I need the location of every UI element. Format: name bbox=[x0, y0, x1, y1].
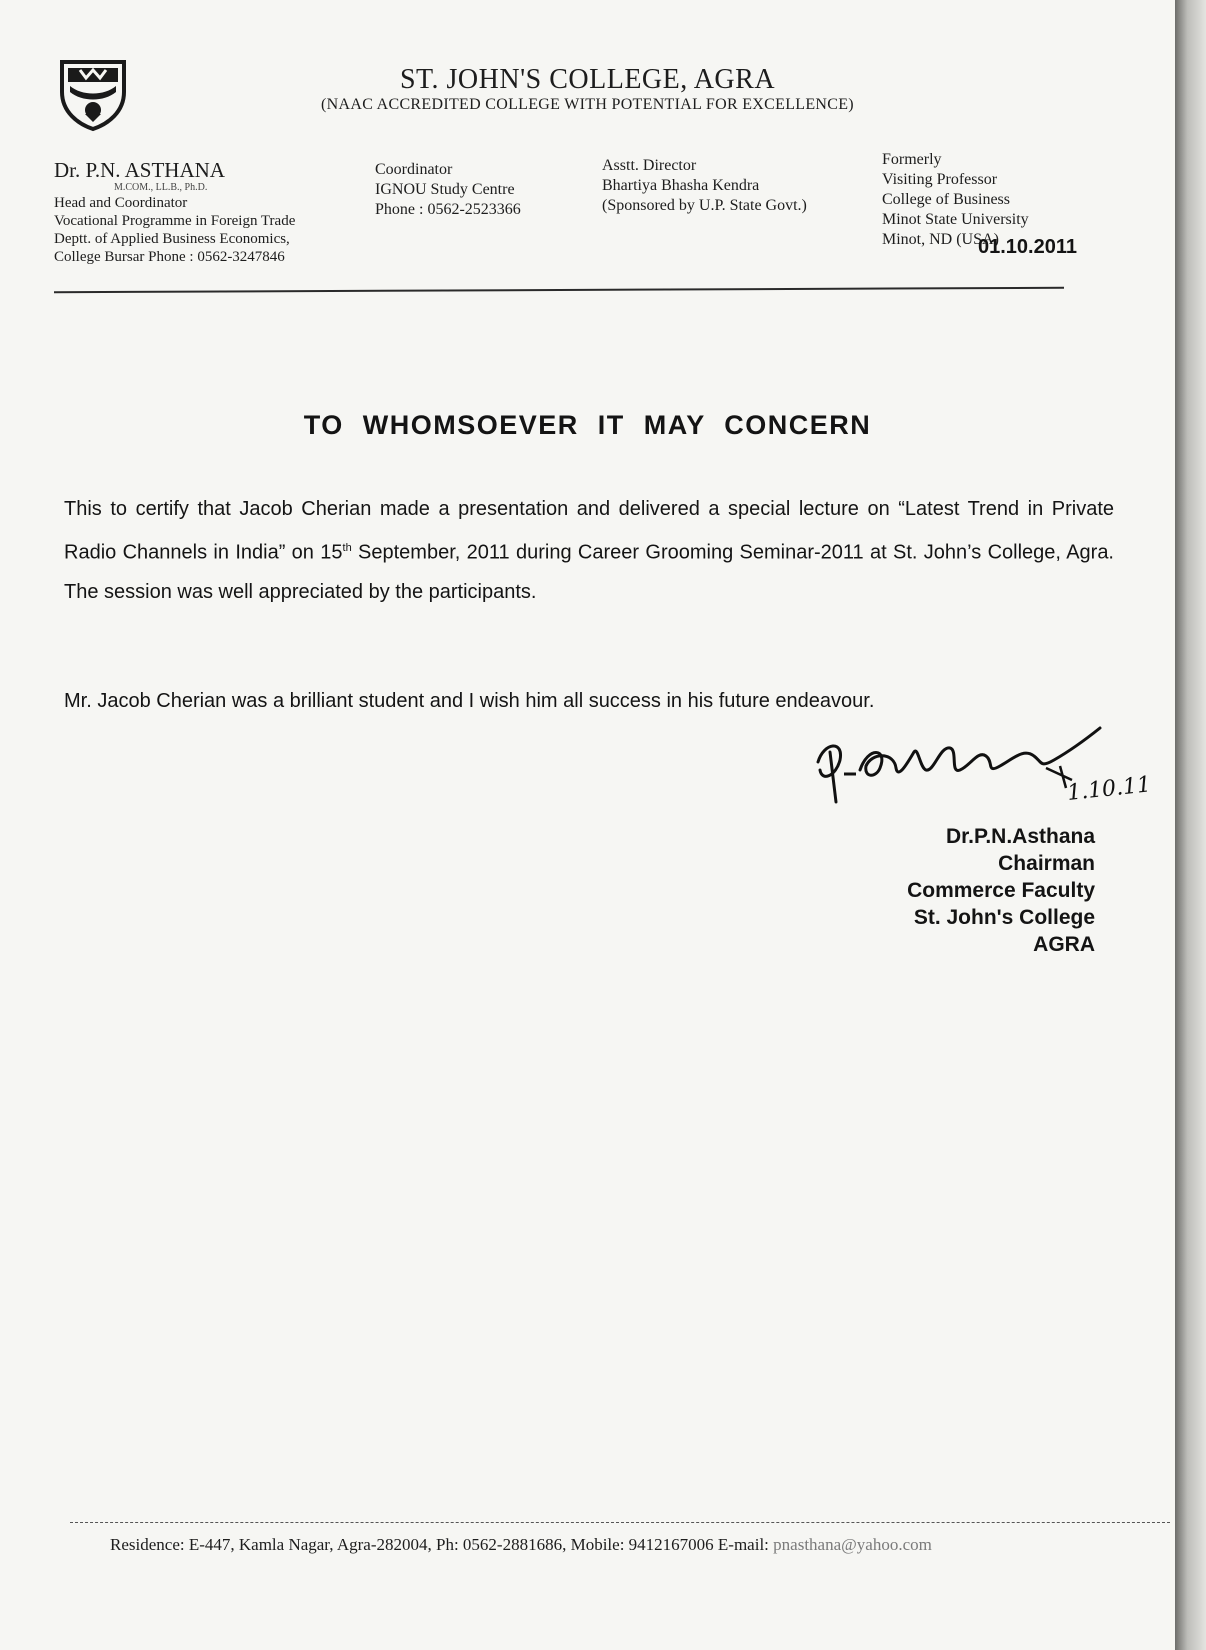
signatory-city: AGRA bbox=[1033, 933, 1095, 956]
letterhead-divider bbox=[54, 287, 1064, 293]
col4-line: Formerly bbox=[882, 151, 942, 168]
footer-email: pnasthana@yahoo.com bbox=[773, 1535, 932, 1554]
col1-line: Deptt. of Applied Business Economics, bbox=[54, 231, 290, 247]
signatory-institution: St. John's College bbox=[913, 906, 1095, 929]
letterhead-column-1 bbox=[54, 158, 295, 266]
sender-degrees: M.COM., LL.B., Ph.D. bbox=[114, 182, 208, 193]
col2-line: Phone : 0562-2523366 bbox=[375, 201, 521, 218]
footer-contact bbox=[110, 1535, 932, 1555]
col2-line: Coordinator bbox=[375, 161, 453, 178]
college-name: ST. JOHN'S COLLEGE, AGRA bbox=[399, 64, 776, 95]
sender-name: Dr. P.N. ASTHANA bbox=[54, 158, 225, 182]
signatory-department: Commerce Faculty bbox=[907, 879, 1095, 902]
col2-line: IGNOU Study Centre bbox=[375, 181, 515, 198]
certificate-paragraph bbox=[64, 490, 1114, 612]
signatory-name: Dr.P.N.Asthana bbox=[946, 825, 1095, 848]
letterhead-column-3 bbox=[602, 156, 807, 216]
col3-line: (Sponsored by U.P. State Govt.) bbox=[602, 197, 807, 214]
signatory-block bbox=[907, 823, 1095, 958]
closing-sentence: Mr. Jacob Cherian was a brilliant student and I wish him all success in his future endeavour. bbox=[64, 690, 875, 712]
handwritten-signature bbox=[810, 722, 1160, 812]
col3-line: Asstt. Director bbox=[602, 157, 697, 174]
col4-line: Minot, ND (USA) bbox=[882, 231, 999, 248]
signature-date: 1.10.11 bbox=[1066, 772, 1153, 806]
col1-line: Head and Coordinator bbox=[54, 195, 188, 211]
col1-line: College Bursar Phone : 0562-3247846 bbox=[54, 249, 285, 265]
letterhead-column-4 bbox=[882, 150, 1029, 250]
col4-line: Minot State University bbox=[882, 211, 1029, 228]
footer-divider bbox=[70, 1522, 1170, 1524]
col4-line: Visiting Professor bbox=[882, 171, 998, 188]
letterhead-column-2 bbox=[375, 160, 521, 220]
page-edge-shadow bbox=[1175, 0, 1206, 1650]
body-text-part-2: September, 2011 during Career Grooming Seminar-2011 at St. John’s College, Agra. The session was well appreciated by the participants. bbox=[64, 541, 1114, 603]
footer-address: Residence: E-447, Kamla Nagar, Agra-282004, Ph: 0562-2881686, Mobile: 9412167006 E-mail: bbox=[110, 1535, 774, 1554]
letter-heading: TO WHOMSOEVER IT MAY CONCERN bbox=[303, 410, 872, 440]
letter-date: 01.10.2011 bbox=[978, 236, 1077, 258]
ordinal-suffix: th bbox=[342, 542, 352, 554]
col4-line: College of Business bbox=[882, 191, 1010, 208]
signatory-title: Chairman bbox=[998, 852, 1095, 875]
accreditation-line: (NAAC ACCREDITED COLLEGE WITH POTENTIAL FOR EXCELLENCE) bbox=[321, 96, 854, 113]
col3-line: Bhartiya Bhasha Kendra bbox=[602, 177, 760, 194]
body-text-part-1: This to certify that Jacob Cherian made a presentation and delivered a special lecture on “Latest Trend in Private Radio Channels in India” on 15 bbox=[64, 498, 1114, 564]
col1-line: Vocational Programme in Foreign Trade bbox=[54, 213, 296, 229]
